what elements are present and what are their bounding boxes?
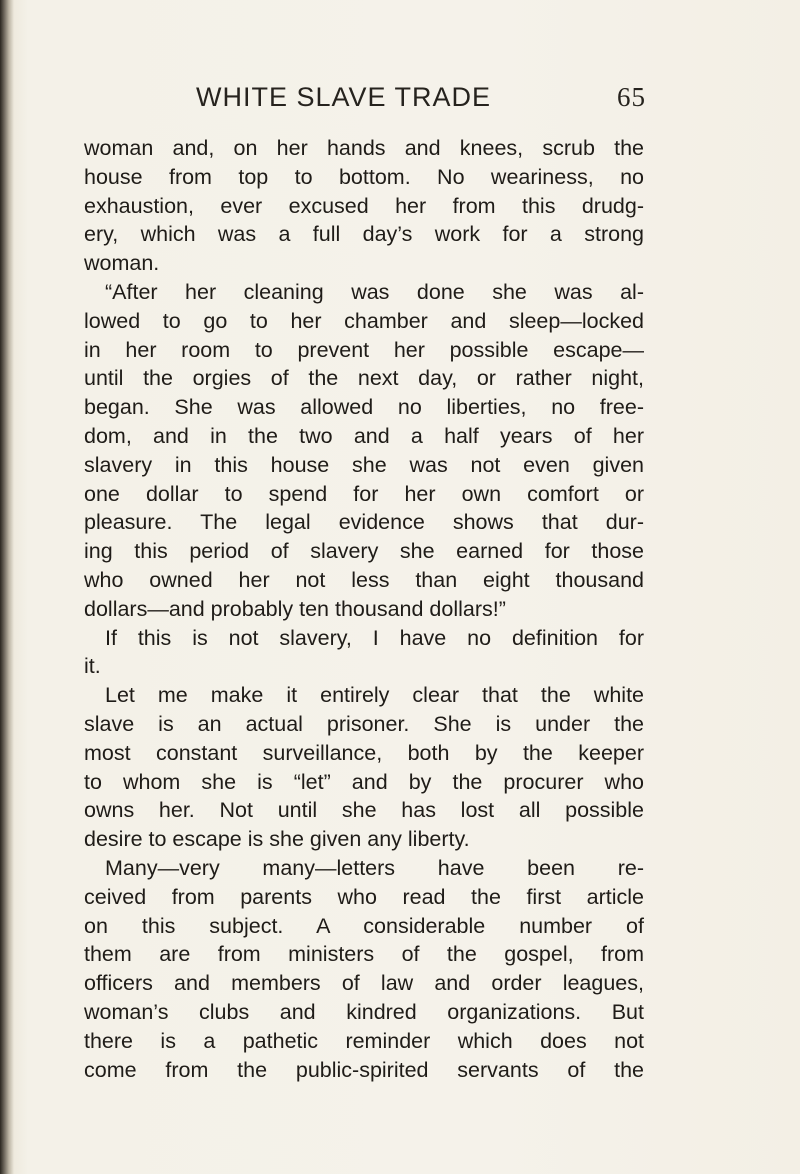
text-line: desire to escape is she given any liberty. bbox=[84, 827, 470, 852]
text-line: most constant surveillance, both by the keeper bbox=[84, 740, 644, 765]
text-line: one dollar to spend for her own comfort or bbox=[84, 481, 644, 506]
text-line: to whom she is “let” and by the procurer who bbox=[84, 769, 644, 794]
text-line: in her room to prevent her possible escape— bbox=[84, 337, 644, 362]
text-line: lowed to go to her chamber and sleep—locked bbox=[84, 308, 644, 333]
text-line: owns her. Not until she has lost all possible bbox=[84, 798, 644, 823]
text-line: them are from ministers of the gospel, from bbox=[84, 942, 644, 967]
text-line: slavery in this house she was not even given bbox=[84, 452, 644, 477]
text-line: Let me make it entirely clear that the white bbox=[105, 683, 644, 708]
text-line: ery, which was a full day’s work for a strong bbox=[84, 222, 644, 247]
text-line: dom, and in the two and a half years of her bbox=[84, 423, 644, 448]
text-line: Many—very many—letters have been re- bbox=[105, 855, 644, 880]
text-line: until the orgies of the next day, or rather night, bbox=[84, 366, 644, 391]
text-line: it. bbox=[84, 654, 101, 679]
text-line: “After her cleaning was done she was al- bbox=[105, 279, 644, 304]
text-line: slave is an actual prisoner. She is under the bbox=[84, 711, 644, 736]
page-header bbox=[196, 82, 656, 122]
text-line: woman and, on her hands and knees, scrub the bbox=[84, 136, 644, 160]
text-line: on this subject. A considerable number of bbox=[84, 913, 644, 938]
page-number: 65 bbox=[617, 82, 646, 112]
text-line: there is a pathetic reminder which does not bbox=[84, 1028, 644, 1053]
text-line: ing this period of slavery she earned for those bbox=[84, 539, 644, 564]
text-line: began. She was allowed no liberties, no free- bbox=[84, 395, 644, 420]
text-line: who owned her not less than eight thousand bbox=[84, 567, 644, 592]
text-line: exhaustion, ever excused her from this drudg- bbox=[84, 193, 644, 218]
running-title: WHITE SLAVE TRADE bbox=[196, 82, 492, 112]
text-line: officers and members of law and order leagues, bbox=[84, 971, 644, 996]
text-line: come from the public-spirited servants of the bbox=[84, 1057, 644, 1082]
text-line: pleasure. The legal evidence shows that dur- bbox=[84, 510, 644, 535]
text-line: woman’s clubs and kindred organizations. But bbox=[84, 999, 644, 1024]
text-line: If this is not slavery, I have no definition for bbox=[105, 625, 644, 650]
text-line: woman. bbox=[84, 251, 160, 276]
text-line: dollars—and probably ten thousand dollars!” bbox=[84, 596, 506, 621]
text-line: house from top to bottom. No weariness, no bbox=[84, 164, 644, 189]
body-text bbox=[84, 134, 644, 1084]
text-line: ceived from parents who read the first article bbox=[84, 884, 644, 909]
binding-edge bbox=[0, 0, 14, 1174]
